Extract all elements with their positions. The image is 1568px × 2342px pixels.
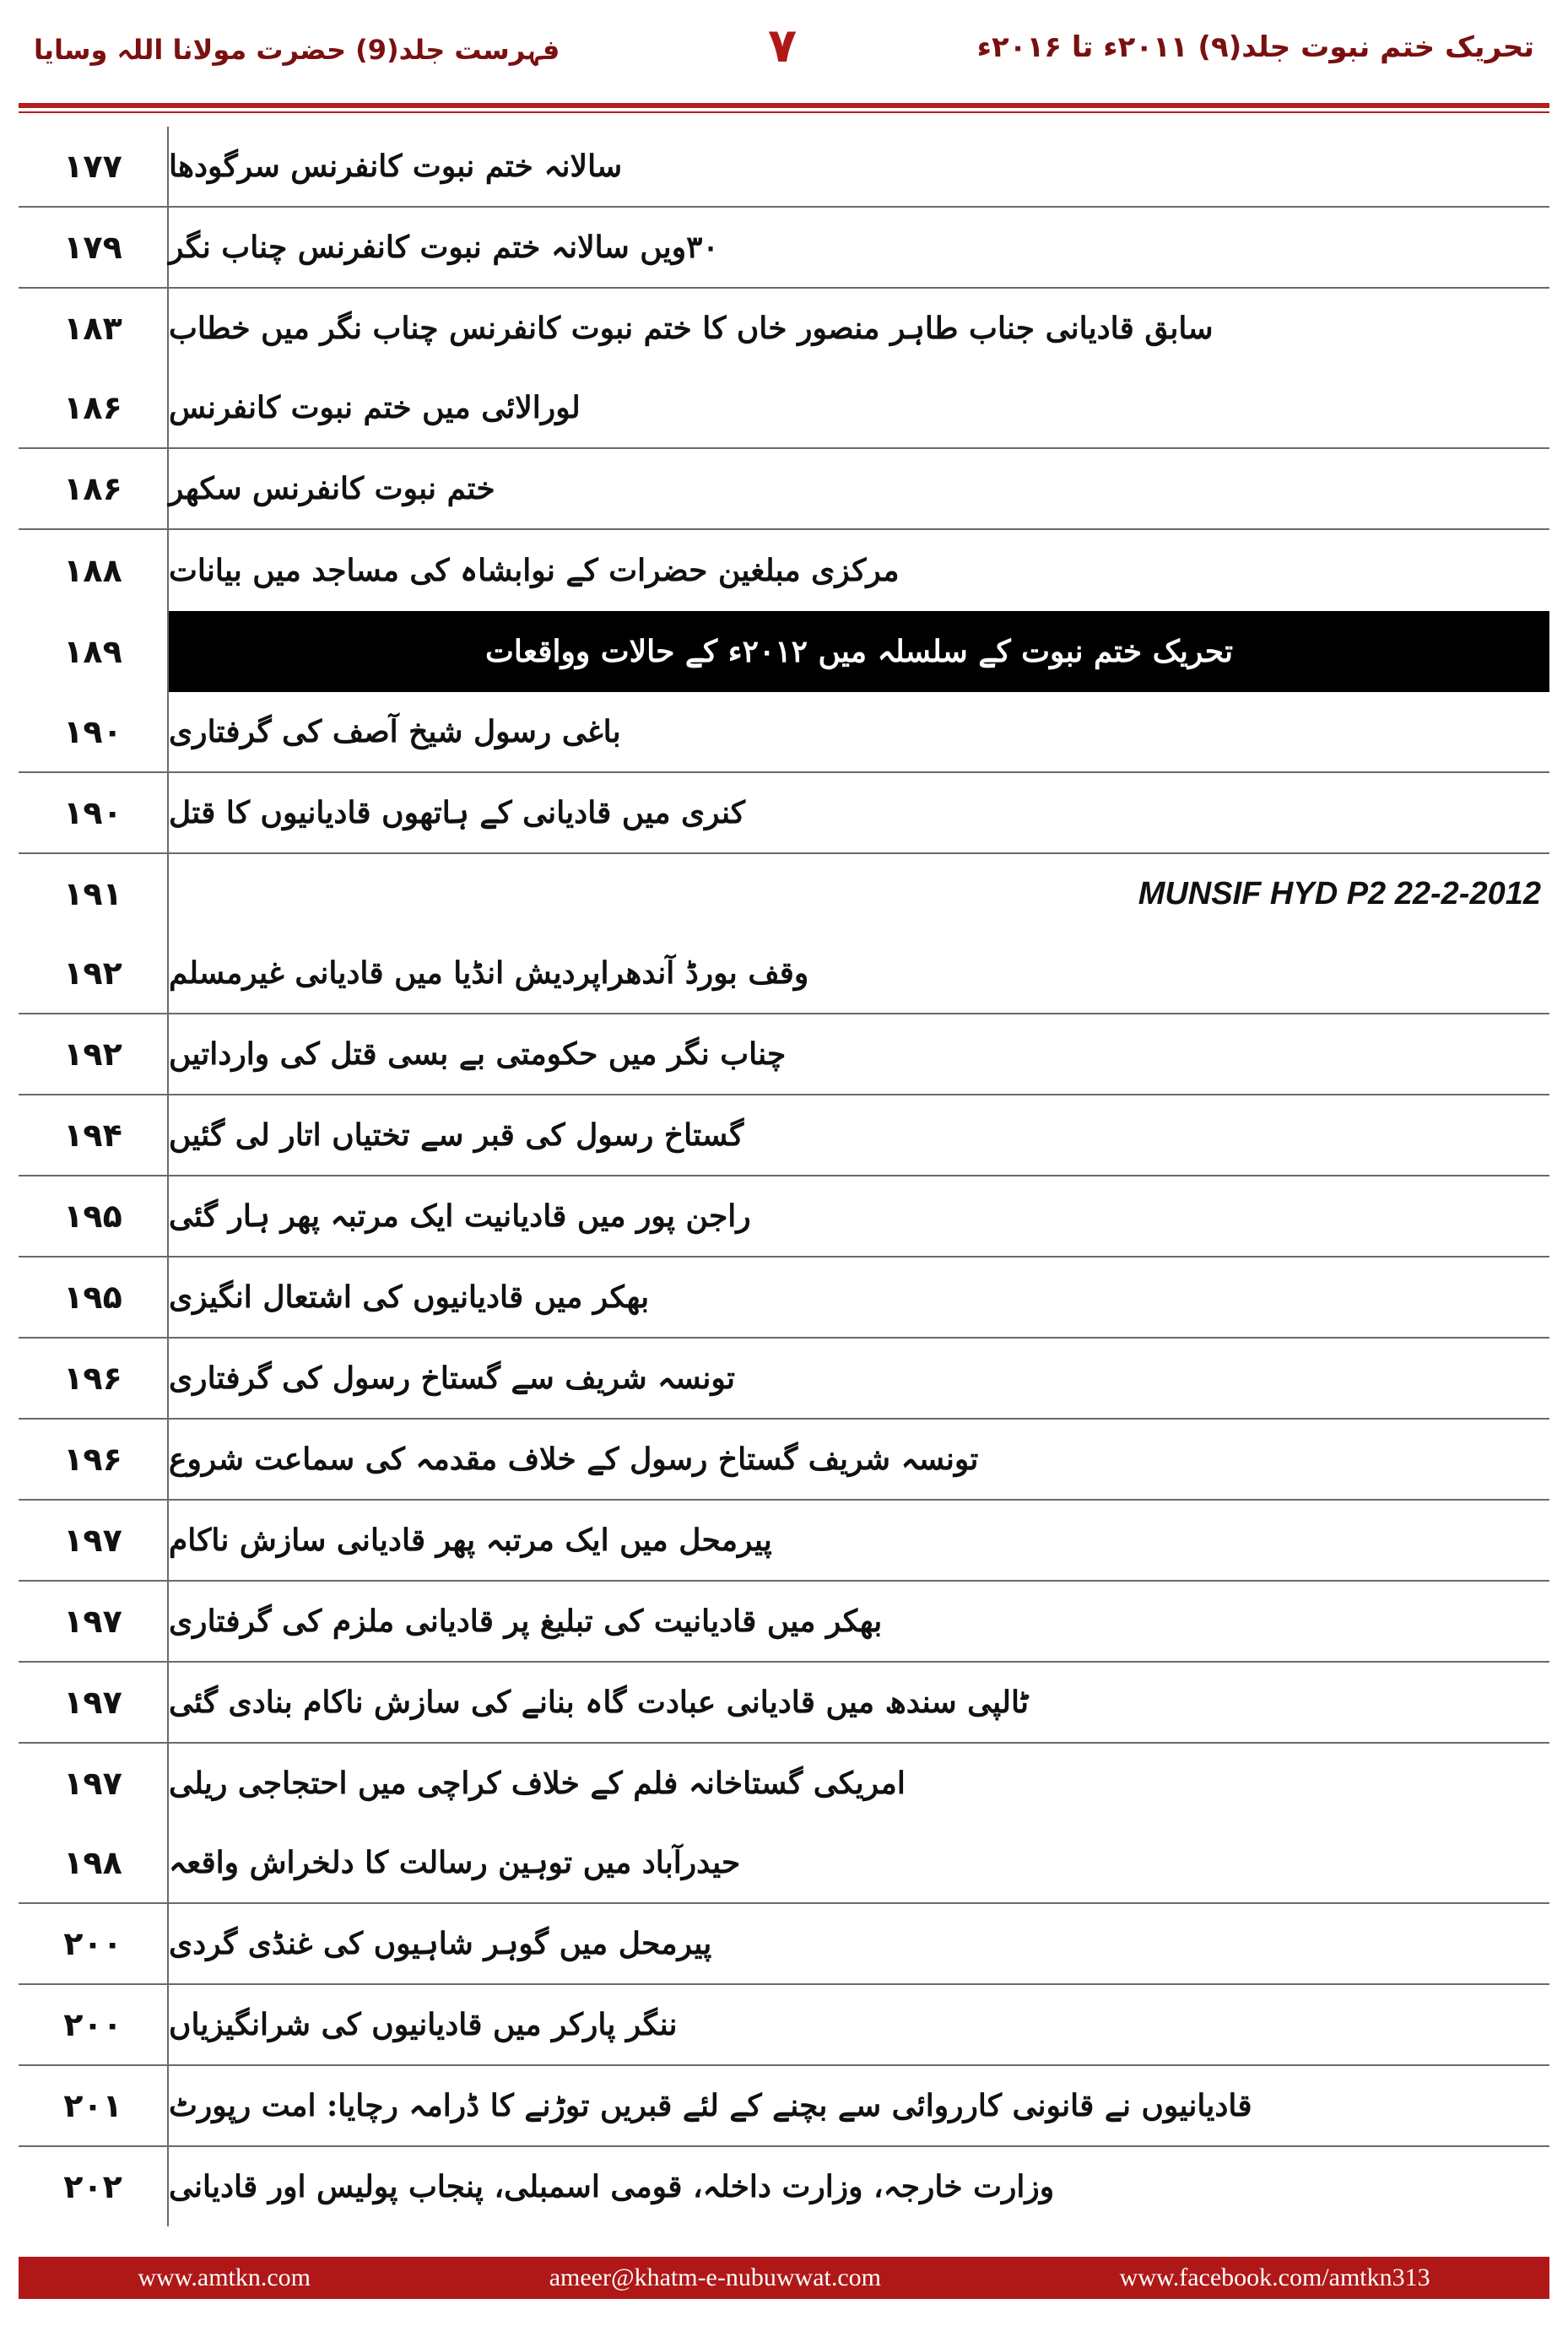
toc-row[interactable] (19, 1985, 1549, 2066)
toc-row[interactable] (19, 449, 1549, 530)
toc-row[interactable] (19, 1095, 1549, 1176)
toc-row[interactable] (19, 1582, 1549, 1663)
toc-title: بھکر میں قادیانیت کی تبلیغ پر قادیانی ملزم کی گرفتاری (169, 1604, 883, 1639)
toc-page-number: ۱۹۰ (19, 692, 169, 771)
toc-page-number: ۱۹۲ (19, 933, 169, 1013)
toc-row[interactable] (19, 1904, 1549, 1985)
toc-page-number: ۱۹۴ (19, 1095, 169, 1175)
toc-page-number: ۱۹۷ (19, 1501, 169, 1580)
toc-title: راجن پور میں قادیانیت ایک مرتبہ پھر ہار گئی (169, 1198, 751, 1234)
toc-title: امریکی گستاخانہ فلم کے خلاف کراچی میں احتجاجی ریلی (169, 1766, 906, 1801)
header-rule-thin (19, 111, 1549, 113)
toc-page-number: ۱۹۷ (19, 1663, 169, 1742)
toc-title: تونسہ شریف سے گستاخ رسول کی گرفتاری (169, 1360, 735, 1396)
toc-page-number: ۱۹۷ (19, 1744, 169, 1823)
toc-page-number: ۱۸۹ (19, 611, 169, 692)
page-footer (19, 2257, 1549, 2299)
toc-row[interactable] (19, 1014, 1549, 1095)
toc-title: ٹالپی سندھ میں قادیانی عبادت گاہ بنانے کی سازش ناکام بنادی گئی (169, 1685, 1029, 1720)
toc-title: سالانہ ختم نبوت کانفرنس سرگودھا (169, 149, 623, 184)
toc-page-number: ۱۹۸ (19, 1823, 169, 1902)
toc-page-number: ۱۹۶ (19, 1420, 169, 1499)
toc-title: ۳۰ویں سالانہ ختم نبوت کانفرنس چناب نگر (169, 230, 719, 265)
toc-page-number: ۱۷۹ (19, 208, 169, 287)
toc-row[interactable] (19, 692, 1549, 773)
toc-page-number: ۱۸۶ (19, 449, 169, 528)
toc-page-number: ۱۹۵ (19, 1258, 169, 1337)
toc-row[interactable] (19, 1420, 1549, 1501)
toc-title: حیدرآباد میں توہین رسالت کا دلخراش واقعہ (169, 1845, 741, 1880)
toc-page-number: ۲۰۰ (19, 1904, 169, 1983)
toc-title: لورالائی میں ختم نبوت کانفرنس (169, 390, 581, 425)
toc-page-number: ۱۷۷ (19, 127, 169, 206)
toc-row[interactable] (19, 368, 1549, 449)
toc-title: پیرمحل میں ایک مرتبہ پھر قادیانی سازش ناکام (169, 1523, 772, 1558)
toc-row[interactable] (19, 773, 1549, 854)
toc-title: باغی رسول شیخ آصف کی گرفتاری (169, 714, 621, 749)
toc-page-number: ۱۹۲ (19, 1014, 169, 1094)
toc-page-number: ۱۹۱ (19, 854, 169, 933)
footer-email-link[interactable]: ameer@khatm-e-nubuwwat.com (549, 2264, 881, 2291)
toc-title: مرکزی مبلغین حضرات کے نوابشاہ کی مساجد میں بیانات (169, 553, 900, 588)
toc-title: پیرمحل میں گوہر شاہیوں کی غنڈی گردی (169, 1926, 712, 1961)
toc-row[interactable] (19, 2147, 1549, 2226)
toc-row[interactable] (19, 2066, 1549, 2147)
toc-title: وقف بورڈ آندھراپردیش انڈیا میں قادیانی غیرمسلم (169, 955, 809, 991)
toc-title: بھکر میں قادیانیوں کی اشتعال انگیزی (169, 1279, 650, 1315)
header-rule-thick (19, 103, 1549, 108)
toc-title: تونسہ شریف گستاخ رسول کے خلاف مقدمہ کی سماعت شروع (169, 1441, 979, 1477)
toc-row[interactable] (19, 854, 1549, 933)
toc-row[interactable] (19, 1663, 1549, 1744)
toc-row[interactable] (19, 1823, 1549, 1904)
toc-title: ننگر پارکر میں قادیانیوں کی شرانگیزیاں (169, 2007, 678, 2042)
toc-title: کنری میں قادیانی کے ہاتھوں قادیانیوں کا قتل (169, 795, 746, 830)
toc-row[interactable] (19, 127, 1549, 208)
toc-title: گستاخ رسول کی قبر سے تختیاں اتار لی گئیں (169, 1117, 744, 1153)
toc-page-number: ۲۰۲ (19, 2147, 169, 2226)
toc-page-number: ۲۰۰ (19, 1985, 169, 2064)
toc-title: قادیانیوں نے قانونی کارروائی سے بچنے کے لئے قبریں توڑنے کا ڈرامہ رچایا: امت رپورٹ (169, 2088, 1252, 2123)
toc-row[interactable] (19, 1176, 1549, 1258)
toc-row[interactable] (19, 1501, 1549, 1582)
toc-row[interactable] (19, 933, 1549, 1014)
book-title: تحریک ختم نبوت جلد(۹) ۲۰۱۱ء تا ۲۰۱۶ء (976, 30, 1534, 64)
table-of-contents (19, 127, 1549, 2226)
toc-row[interactable] (19, 530, 1549, 611)
toc-title: سابق قادیانی جناب طاہر منصور خاں کا ختم نبوت کانفرنس چناب نگر میں خطاب (169, 311, 1214, 346)
toc-row[interactable] (19, 208, 1549, 289)
footer-facebook-link[interactable]: www.facebook.com/amtkn313 (1119, 2264, 1430, 2291)
section-heading-row[interactable] (19, 611, 1549, 692)
toc-page-number: ۱۹۵ (19, 1176, 169, 1256)
toc-title: وزارت خارجہ، وزارت داخلہ، قومی اسمبلی، پنجاب پولیس اور قادیانی (169, 2169, 1055, 2204)
page-number: ۷ (768, 19, 798, 73)
section-heading-title: تحریک ختم نبوت کے سلسلہ میں ۲۰۱۲ء کے حالات وواقعات (485, 634, 1233, 669)
toc-page-number: ۱۹۶ (19, 1339, 169, 1418)
toc-row[interactable] (19, 1339, 1549, 1420)
toc-page-number: ۱۸۶ (19, 368, 169, 447)
toc-page-number: ۱۹۷ (19, 1582, 169, 1661)
toc-row[interactable] (19, 1744, 1549, 1823)
page-header (0, 0, 1568, 101)
footer-website-link[interactable]: www.amtkn.com (138, 2264, 311, 2291)
toc-page-number: ۱۹۰ (19, 773, 169, 852)
index-title: فہرست جلد(9) حضرت مولانا اللہ وسایا (34, 34, 560, 66)
toc-title: چناب نگر میں حکومتی بے بسی قتل کی وارداتیں (169, 1036, 787, 1072)
toc-row[interactable] (19, 289, 1549, 368)
toc-page-number: ۱۸۳ (19, 289, 169, 368)
toc-title: MUNSIF HYD P2 22-2-2012 (1138, 875, 1541, 911)
toc-row[interactable] (19, 1258, 1549, 1339)
toc-title: ختم نبوت کانفرنس سکھر (169, 471, 495, 506)
toc-page-number: ۲۰۱ (19, 2066, 169, 2145)
toc-page-number: ۱۸۸ (19, 530, 169, 611)
